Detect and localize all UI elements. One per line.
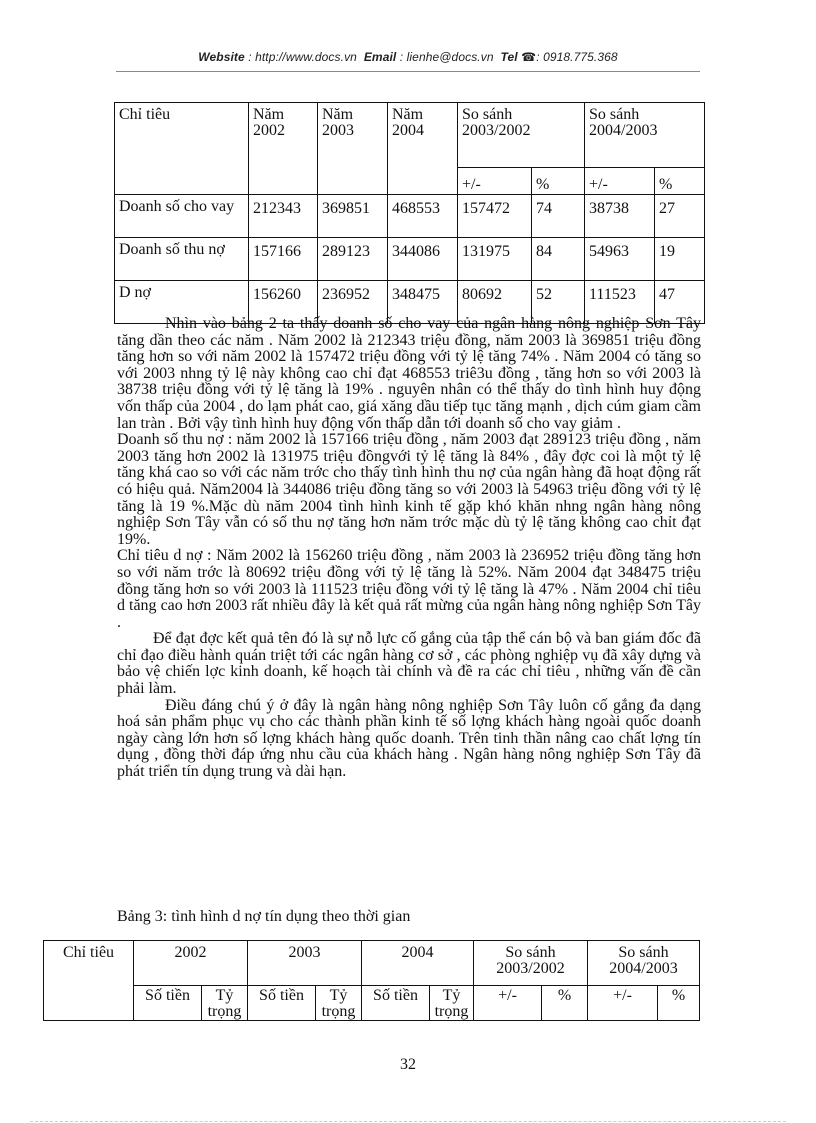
cell: 369851 [318, 195, 388, 238]
col-header-2003: Năm 2003 [318, 103, 388, 195]
paragraph: Nhìn vào bảng 2 ta thấy doanh số cho vay của ngân hàng nông nghiệp Sơn Tây tăng dần theo các năm . Năm 2002 là 212343 triệu đồng, năm 2003 là 369851 triệu đồng tăng hơn so với năm 2002 là 157472 triệu đồng với tỷ lệ tăng 74% . Năm 2004 có tăng so với 2003 nhng tỷ lệ này không cao chỉ đạt 468553 triê3u đồng , tăng hơn so với 2003 là 38738 triệu đồng với tỷ lệ tăng là 19% . nguyên nhân có thể thấy do tình hình huy động vốn thấp của 2004 , do lạm phát cao, giá xăng dầu tiếp tục tăng mạnh , dịch cúm giam cầm lan tràn . Bởi vậy tình hình huy động vốn thấp dẫn tới doanh số cho vay giảm . [117, 315, 701, 432]
email-value: : lienhe@docs.vn [399, 50, 494, 64]
paragraph: Chỉ tiêu d nợ : Năm 2002 là 156260 triệu đồng , năm 2003 là 236952 triệu đồng tăng hơn so với năm trớc là 80692 triệu đồng với tỷ lệ tăng là 52%. Năm 2004 đạt 348475 triệu đồng tăng hơn so với 2003 là 111523 triệu đồng với tỷ lệ tăng là 47% . Năm 2004 chỉ tiêu d tăng cao hơn 2003 rất nhiều đây là kết quả rất mừng của ngân hàng nông nghiệp Sơn Tây . [117, 547, 701, 631]
table-row [115, 195, 705, 238]
cell: 131975 [458, 238, 532, 281]
row-label: Doanh số cho vay [115, 195, 249, 238]
col-header-2002: Năm 2002 [249, 103, 318, 195]
cell: 348475 [388, 281, 458, 324]
cell: 157166 [249, 238, 318, 281]
sub-header-amount: Số tiền [362, 986, 430, 1021]
col-header-compare-2004-2003: So sánh 2004/2003 [585, 103, 705, 168]
website-value: : http://www.docs.vn [248, 50, 357, 64]
sub-header-pct: % [655, 168, 705, 195]
paragraph: Doanh số thu nợ : năm 2002 là 157166 triệu đồng , năm 2003 đạt 289123 triệu đồng , năm 2003 tăng hơn 2002 là 131975 triệu đồngvới tỷ lệ tăng là 84% , đây đợc coi là một tỷ lệ tăng khá cao so với các năm trớc cho thấy tình hình thu nợ của ngân hàng đã hoạt động rất có hiệu quả. Năm2004 là 344086 triệu đồng tăng so với 2003 là 54963 triệu đồng với tỷ lệ tăng là 19 %.Mặc dù năm 2004 tình hình kinh tế gặp khó khăn nhng ngân hàng nông nghiệp Sơn Tây vẫn có số thu nợ tăng hơn năm trớc mặc dù tỷ lệ tăng không cao chỉt đạt 19%. [117, 431, 701, 548]
tel-value: : 0918.775.368 [536, 50, 618, 64]
table-outstanding-loans [43, 940, 700, 1021]
col-header-compare-2004-2003: So sánh 2004/2003 [588, 941, 700, 986]
col-header-2004: 2004 [362, 941, 474, 986]
page-header [0, 50, 816, 64]
cell: 84 [532, 238, 585, 281]
col-header-indicator: Chỉ tiêu [44, 941, 134, 1021]
cell: 74 [532, 195, 585, 238]
sub-header-pct: % [658, 986, 700, 1021]
page-edge-rule [30, 1121, 786, 1122]
sub-header-diff: +/- [458, 168, 532, 195]
cell: 19 [655, 238, 705, 281]
body-text [117, 316, 701, 781]
page-number: 32 [400, 1056, 416, 1073]
sub-header-share: Tỷ trọng [316, 986, 362, 1021]
col-header-compare-2003-2002: So sánh 2003/2002 [458, 103, 585, 168]
table-caption: Bảng 3: tình hình d nợ tín dụng theo thời gian [117, 908, 411, 925]
cell: 157472 [458, 195, 532, 238]
cell: 236952 [318, 281, 388, 324]
col-header-indicator: Chỉ tiêu [115, 103, 249, 195]
table-row [115, 238, 705, 281]
sub-header-amount: Số tiền [134, 986, 202, 1021]
cell: 468553 [388, 195, 458, 238]
email-label: Email [363, 50, 397, 64]
cell: 47 [655, 281, 705, 324]
cell: 52 [532, 281, 585, 324]
sub-header-pct: % [532, 168, 585, 195]
sub-header-pct: % [542, 986, 588, 1021]
col-header-2004: Năm 2004 [388, 103, 458, 195]
col-header-2002: 2002 [134, 941, 248, 986]
sub-header-amount: Số tiền [248, 986, 316, 1021]
cell: 27 [655, 195, 705, 238]
cell: 156260 [249, 281, 318, 324]
phone-icon: ☎ [521, 50, 537, 64]
sub-header-share: Tỷ trọng [202, 986, 248, 1021]
cell: 344086 [388, 238, 458, 281]
paragraph: Để đạt đợc kết quả tên đó là sự nỗ lực cố gắng của tập thể cán bộ và ban giám đốc đã chỉ đạo điều hành quán triệt tới các ngân hàng cơ sở , các phòng nghiệp vụ đã xây dựng và bảo vệ chiến lợc kinh doanh, kế hoạch tài chính và đề ra các chỉ tiêu , những vấn đề cần phải làm. [117, 630, 701, 698]
sub-header-diff: +/- [588, 986, 658, 1021]
col-header-compare-2003-2002: So sánh 2003/2002 [474, 941, 588, 986]
sub-header-diff: +/- [585, 168, 655, 195]
cell: 111523 [585, 281, 655, 324]
header-divider [116, 71, 700, 72]
paragraph: Điều đáng chú ý ở đây là ngân hàng nông nghiệp Sơn Tây luôn cố gắng đa dạng hoá sản phẩm phục vụ cho các thành phần kinh tế số lợng khách hàng ngoài quốc doanh ngày càng lớn hơn số lợng khách hàng quốc doanh. Trên tinh thần nâng cao chất lợng tín dụng , đồng thời đáp ứng nhu cầu của khách hàng . Ngân hàng nông nghiệp Sơn Tây đã phát triển tín dụng trung và dài hạn. [117, 696, 701, 781]
cell: 212343 [249, 195, 318, 238]
col-header-2003: 2003 [248, 941, 362, 986]
cell: 38738 [585, 195, 655, 238]
cell: 289123 [318, 238, 388, 281]
row-label: Doanh số thu nợ [115, 238, 249, 281]
row-label: D nợ [115, 281, 249, 324]
sub-header-diff: +/- [474, 986, 542, 1021]
cell: 80692 [458, 281, 532, 324]
tel-label: Tel [500, 50, 518, 64]
cell: 54963 [585, 238, 655, 281]
table-credit-summary [114, 102, 705, 324]
sub-header-share: Tỷ trọng [430, 986, 474, 1021]
website-label: Website [198, 50, 245, 64]
